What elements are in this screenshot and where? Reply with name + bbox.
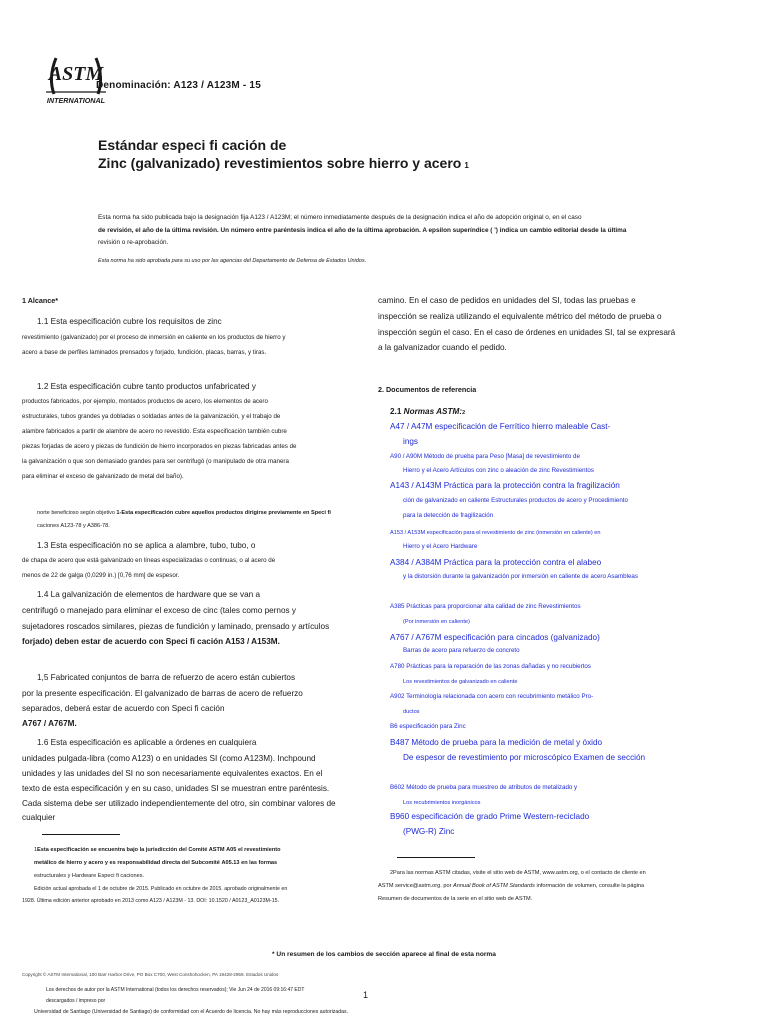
subcommittee-link-a05-13[interactable]: A05.13 <box>221 860 240 866</box>
ref-link-b487[interactable]: B487 <box>390 738 410 747</box>
reference-title: especificación para Zinc <box>399 723 466 730</box>
section-1-6-lead: 1.6 Esta especificación es aplicable a órdenes en cualquiera <box>37 738 257 747</box>
footnote-2 <box>390 867 646 879</box>
footnote-text: Para las normas ASTM citadas, visite el sitio web de ASTM, www.astm.org, o el contacto de cliente en <box>393 870 646 876</box>
logo-subtext: INTERNATIONAL <box>46 96 106 105</box>
reference-title: Terminología relacionada con acero con recubrimiento metálico Pro- <box>406 693 594 700</box>
section-1-6-line: Cada sistema debe ser utilizado independientemente del otro, sin combinar valores de <box>22 799 336 808</box>
reference-title: especificación para el revestimiento de zinc (inmersión en caliente) en <box>426 530 601 536</box>
reference-cont: (Por inmersión en caliente) <box>403 619 470 625</box>
reference-title: especificación de grado Prime Western-reciclado <box>411 812 590 821</box>
reference-title: Prácticas para la reparación de las zonas dañadas y no recubiertos <box>406 663 591 670</box>
section-1-3-lead: 1.3 Esta especificación no se aplica a alambre, tubo, tubo, o <box>37 541 256 550</box>
main-title <box>98 155 469 171</box>
section-1-2-line: productos fabricados, por ejemplo, montados productos de acero, los elementos de acero <box>22 398 268 405</box>
footnote-divider <box>397 857 475 858</box>
standard-title: Estándar especi fi cación de <box>98 137 287 153</box>
section-1-5-ref <box>22 716 77 731</box>
reference-cont: Hierro y el Acero Artículos con zinc o aleación de zinc Revestimientos <box>403 467 594 474</box>
copyright: Copyright © ASTM International, 100 Barr Harbor Drive, PO Box C700, West Conshohocken, PA 19428-2959. Estados Unidos <box>22 972 279 977</box>
footnote-1-line: Edición actual aprobada el 1 de octubre de 2015. Publicado en octubre de 2015. aprobado originalmente en <box>34 886 288 892</box>
ref-link-a384[interactable]: A384 / A384M <box>390 558 442 567</box>
ref-link-a780[interactable]: A780 <box>390 663 405 670</box>
rights-line: Universidad de Santiago (Universidad de Santiago) de conformidad con el Acuerdo de licencia. No hay más reproducciones autorizadas. <box>34 1009 349 1015</box>
ref-link-b6[interactable]: B6 <box>390 723 398 730</box>
footnote-1 <box>34 844 281 856</box>
section-1-2-line: alambre fabricados a partir de alambre de acero no revestido. Esta especificación también cubre <box>22 428 287 435</box>
footnote-text: información de volumen, consulte la página <box>536 883 645 889</box>
section-1-2-line: piezas forjadas de acero y piezas de fundición de hierro incorporados en piezas fabricadas antes de <box>22 443 297 450</box>
section-1-2-line: para eliminar el exceso de galvanizado de metal del baño). <box>22 473 184 480</box>
ref-link-a385[interactable]: A385 <box>390 603 405 610</box>
reference-title: especificación de Ferrítico hierro maleable Cast- <box>434 422 611 431</box>
scope-heading: 1 Alcance* <box>22 296 59 305</box>
reference-documents-heading: 2. Documentos de referencia <box>378 385 477 394</box>
section-1-5-lead: 1,5 Fabricated conjuntos de barra de refuerzo de acero están cubiertos <box>37 673 296 682</box>
footnote-text: Esta especificación se encuentra bajo la jurisdicción del Comité ASTM <box>37 847 225 853</box>
ref-link-a902[interactable]: A902 <box>390 693 405 700</box>
reference-item <box>390 555 601 570</box>
reference-cont: De espesor de revestimiento por microscópico Examen de sección <box>403 753 646 762</box>
footnote-text: ASTM service@astm.org. por <box>378 883 452 889</box>
rights-line: descargados / impreso por <box>46 998 106 1004</box>
section-1-1-line: revestimiento (galvanizado) por el proceso de inmersión en caliente en los productos de hierro y <box>22 334 286 341</box>
footnote-marker: 1 <box>34 847 37 853</box>
section-1-4-text: forjado) deben estar de acuerdo con Speci fi cación <box>22 637 224 646</box>
section-1-1-line: acero a base de perfiles laminados prensados y forjado, fundición, placas, barras, y tiras. <box>22 349 267 356</box>
section-1-4-line <box>22 634 280 649</box>
note-text: 1-Esta especificación cubre aquellos productos dirigirse previamente en Speci fi <box>116 510 331 516</box>
footnote-text: el revestimiento <box>237 847 281 853</box>
reference-title: Método de prueba para la medición de metal y óxido <box>411 738 603 747</box>
reference-item <box>390 630 600 645</box>
committee-link-a05[interactable]: A05 <box>226 847 237 853</box>
intro-line: de revisión, el año de la última revisión. Un número entre paréntesis indica el año de la última aprobación. A epsilon superíndice ( ') indica un cambio editorial desde la última <box>98 226 627 234</box>
section-1-1-lead: 1.1 Esta especificación cubre los requisitos de zinc <box>37 317 222 326</box>
reference-item <box>390 419 610 434</box>
reference-cont: ductos <box>403 709 420 715</box>
ref-link-b960[interactable]: B960 <box>390 812 410 821</box>
reference-cont: para la detección de fragilización <box>403 512 494 519</box>
rights-line: Los derechos de autor por la ASTM International (todos los derechos reservados); Vie Jun 24 de 2016 09:16:47 EDT <box>46 987 305 993</box>
section-1-6-line: texto de esta especificación y en su caso, unidades SI se muestran entre paréntesis. <box>22 784 330 793</box>
astm-heading-number: 2.1 <box>390 407 402 416</box>
footnote-text: en las formas <box>241 860 278 866</box>
astm-logo <box>40 48 112 108</box>
astm-heading-label: Normas ASTM: <box>403 407 463 416</box>
section-1-4-line: centrifugó o manejado para eliminar el exceso de cinc (tales como pernos y <box>22 606 296 615</box>
reference-cont: ción de galvanizado en caliente Estructurales productos de acero y Procedimiento <box>403 497 628 504</box>
section-1-6-line: cualquier <box>22 813 56 822</box>
reference-cont: Hierro y el Acero Hardware <box>403 543 478 550</box>
ref-link-a143[interactable]: A143 / A143M <box>390 481 442 490</box>
reference-item <box>390 809 589 824</box>
note-label: norte <box>37 510 50 516</box>
reference-item <box>390 735 602 750</box>
reference-item <box>390 478 620 493</box>
section-1-4-line: sujetadores roscados similares, piezas de fundición y laminado, prensado y artículos <box>22 622 330 631</box>
reference-item <box>390 661 591 674</box>
reference-cont: Los recubrimientos inorgánicos <box>403 800 481 806</box>
section-1-3-line: de chapa de acero que está galvanizado en líneas especializadas o continuas, o al acero de <box>22 557 276 564</box>
designation: Denominación: A123 / A123M - 15 <box>96 80 261 91</box>
reference-item <box>390 527 601 539</box>
astm-heading-sup: 2 <box>462 410 466 416</box>
reference-item <box>390 691 593 704</box>
main-title-text: Zinc (galvanizado) revestimientos sobre hierro y acero <box>98 155 462 171</box>
title-footnote-marker[interactable]: 1 <box>464 161 469 170</box>
intro-line: Esta norma ha sido publicada bajo la designación fija A123 / A123M; el número inmediatamente después de la designación indica el año de adopción original o, en el caso <box>98 214 582 221</box>
section-1-2-line: la galvanización o que son demasiado grandes para ser centrifugó (o manipulado de otra manera <box>22 458 289 465</box>
ref-link-a153-list[interactable]: A153 / A153M <box>390 530 426 536</box>
ref-link-a767-list[interactable]: A767 / A767M <box>390 633 442 642</box>
reference-cont: Barras de acero para refuerzo de concreto <box>403 647 520 654</box>
footnote-1-line: estructurales y Hardware Especi fi caciones. <box>34 873 145 879</box>
intro-line: revisión o re-aprobación. <box>98 239 169 246</box>
section-1-4-lead: 1.4 La galvanización de elementos de hardware que se van a <box>37 590 261 599</box>
change-summary-note: * Un resumen de los cambios de sección aparece al final de esta norma <box>272 951 496 958</box>
reference-item <box>390 721 466 734</box>
footnote-divider <box>42 834 120 835</box>
footnote-1-line <box>34 857 277 869</box>
footnote-book-title: Annual Book of ASTM Standards <box>453 883 535 889</box>
reference-title: especificación para cincados (galvanizado) <box>443 633 600 642</box>
ref-link-a90[interactable]: A90 / A90M <box>390 453 422 460</box>
reference-cont: Los revestimientos de galvanizado en caliente <box>403 679 518 685</box>
ref-link-a47[interactable]: A47 / A47M <box>390 422 433 431</box>
dod-approval-note: Esta norma ha sido aprobada para su uso por las agencias del Departamento de Defensa de Estados Unidos. <box>98 258 367 264</box>
section-1-3-line: menos de 22 de galga (0,0299 in.) [0,76 mm] de espesor. <box>22 572 180 579</box>
reference-title: Prácticas para proporcionar alta calidad de zinc Revestimientos <box>406 603 581 610</box>
page-number: 1 <box>363 990 369 1000</box>
logo-text: ASTM <box>48 63 104 85</box>
footnote-2-line <box>378 880 644 892</box>
section-1-2-lead: 1.2 Esta especificación cubre tanto productos unfabricated y <box>37 382 256 391</box>
reference-item <box>390 601 581 614</box>
reference-cont: ings <box>403 437 419 446</box>
ref-link-a153[interactable]: A153 / A153M <box>225 637 278 646</box>
footnote-1-line: 1928. Última edición anterior aprobado en 2013 como A123 / A123M - 13. DOI: 10.1520 / A0123_A0123M-15. <box>22 898 280 904</box>
continued-line: camino. En el caso de pedidos en unidades del SI, todas las pruebas e <box>378 296 636 305</box>
reference-cont: y la distorsión durante la galvanización por inmersión en caliente de acero Asambleas <box>403 573 638 580</box>
reference-title: Práctica para la protección contra el alabeo <box>443 558 602 567</box>
continued-line: inspección según el caso. En el caso de órdenes en unidades SI, tal se expresará <box>378 328 676 337</box>
ref-link-a767[interactable]: A767 / A767M <box>22 719 75 728</box>
ref-link-b602[interactable]: B602 <box>390 784 405 791</box>
section-1-6-line: unidades y las unidades del SI no son necesariamente equivalentes exactos. En el <box>22 769 323 778</box>
reference-item <box>390 782 577 795</box>
note-sublabel: beneficioso según objetivo <box>51 510 115 516</box>
reference-title: Método de prueba para Peso [Masa] de revestimiento de <box>423 453 580 460</box>
continued-line: inspección se realiza utilizando el equivalente métrico del método de prueba o <box>378 312 662 321</box>
note-1-cont: caciones A123-78 y A386-78. <box>37 523 110 529</box>
footnote-marker: 2 <box>390 870 393 876</box>
period: . <box>277 637 280 646</box>
footnote-2-line: Resumen de documentos de la serie en el sitio web de ASTM. <box>378 896 533 902</box>
reference-title: Práctica para la protección contra la fragilización <box>443 481 620 490</box>
note-1 <box>37 507 331 519</box>
reference-title: Método de prueba para muestreo de atributos de metalizado y <box>406 784 578 791</box>
continued-line: a la galvanizador cuando el pedido. <box>378 343 507 352</box>
period: . <box>74 719 77 728</box>
reference-cont: (PWG-R) Zinc <box>403 827 455 836</box>
footnote-text: metálico de hierro y acero y es responsabilidad directa del Subcomité <box>34 860 220 866</box>
section-1-5-line: por la presente especificación. El galvanizado de barras de acero de refuerzo <box>22 689 303 698</box>
section-1-6-line: unidades pulgada-libra (como A123) o en unidades SI (como A123M). Inchpound <box>22 754 316 763</box>
intro-paragraph <box>98 212 658 250</box>
section-1-5-line: separados, deberá estar de acuerdo con Speci fi cación <box>22 704 225 713</box>
section-1-2-line: estructurales, tubos grandes ya dobladas o soldadas antes de la galvanización, y el trabajo de <box>22 413 281 420</box>
reference-item <box>390 451 580 464</box>
